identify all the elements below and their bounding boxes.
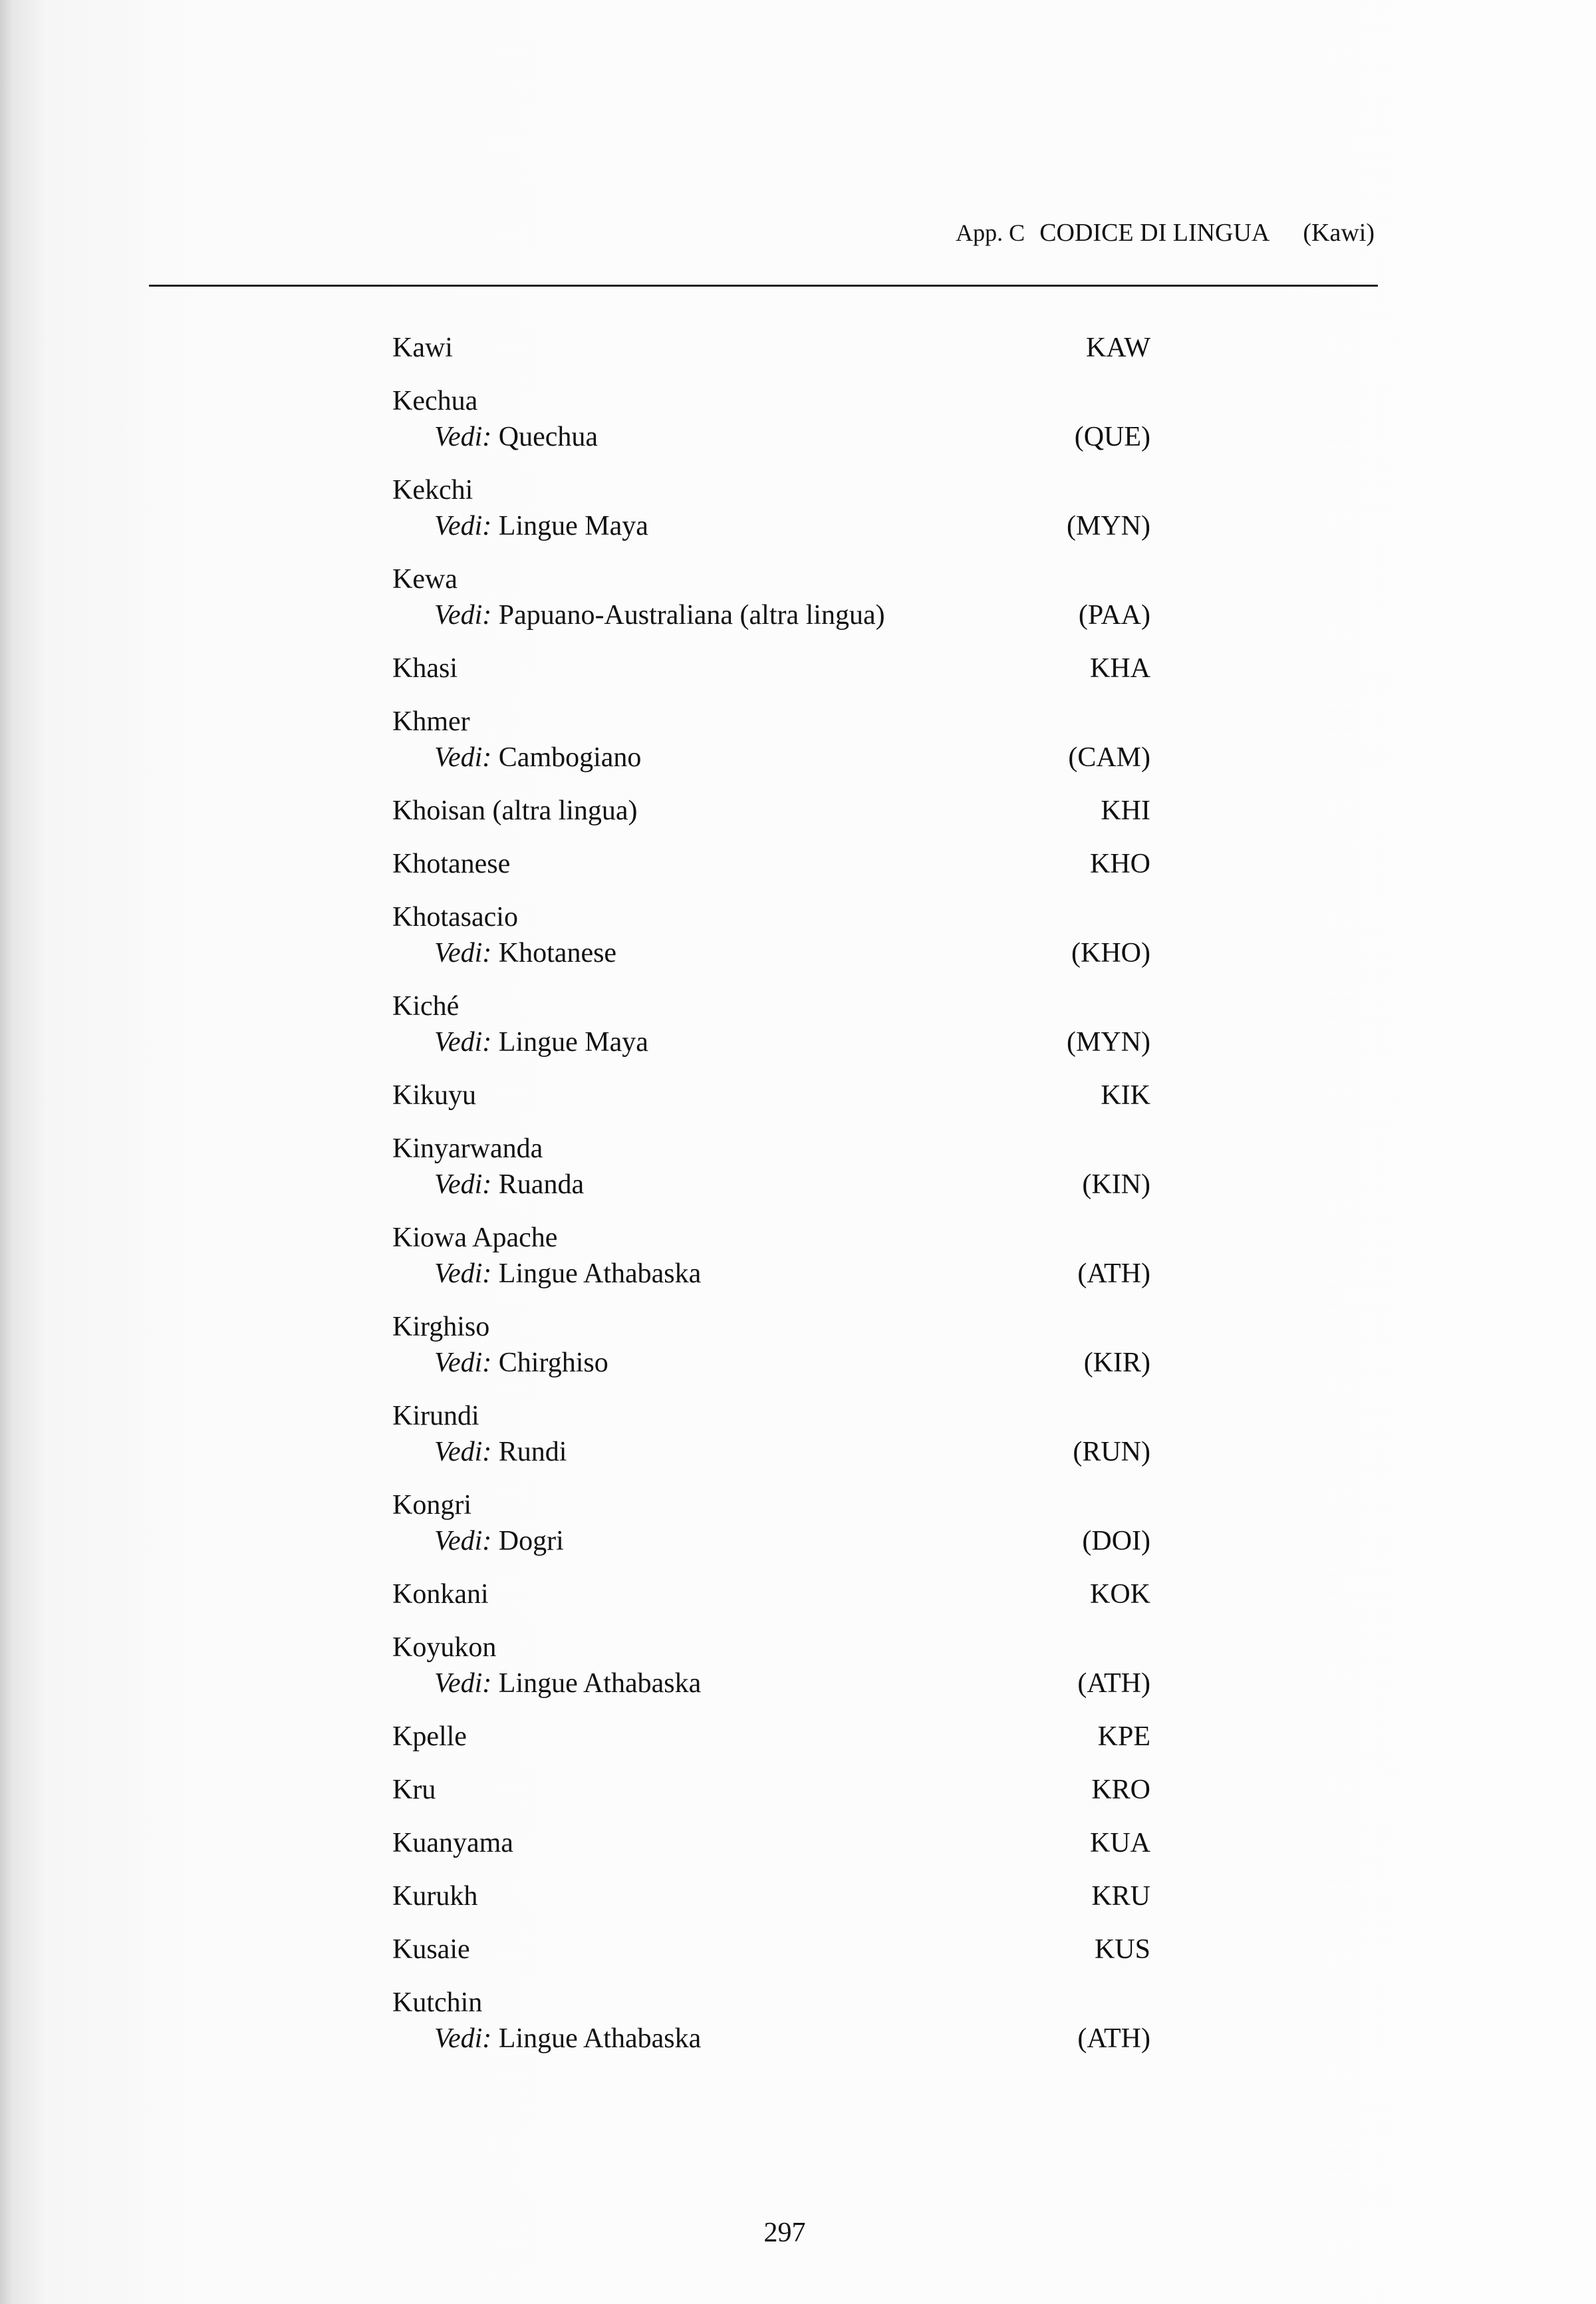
see-reference (434, 508, 648, 544)
see-reference (434, 1523, 564, 1559)
see-label: Vedi: (434, 1668, 492, 1699)
see-reference (434, 935, 616, 971)
entry-line (392, 899, 1150, 935)
language-name: Kusaie (392, 1934, 470, 1965)
language-name: Kewa (392, 564, 458, 595)
see-reference-line (392, 1434, 1150, 1470)
list-item (392, 472, 1150, 544)
see-target: Papuano-Australiana (altra lingua) (498, 600, 885, 631)
list-item (392, 1398, 1150, 1470)
see-label: Vedi: (434, 742, 492, 773)
language-code: KOK (1090, 1579, 1150, 1610)
see-label: Vedi: (434, 1348, 492, 1378)
language-name: Khotanese (392, 849, 511, 879)
list-item (392, 1576, 1150, 1612)
language-name: Khotasacio (392, 902, 518, 933)
language-code: (KIN) (1082, 1169, 1150, 1200)
language-code: (QUE) (1074, 422, 1150, 452)
list-item (392, 793, 1150, 829)
language-code: (RUN) (1073, 1437, 1150, 1467)
language-code: (ATH) (1077, 1258, 1150, 1289)
language-code: KIK (1101, 1080, 1150, 1111)
see-reference-line (392, 1345, 1150, 1381)
see-label: Vedi: (434, 1027, 492, 1058)
language-name: Kinyarwanda (392, 1133, 543, 1164)
see-label: Vedi: (434, 2023, 492, 2054)
see-target: Lingue Athabaska (498, 1258, 702, 1289)
language-code: KHO (1090, 849, 1150, 879)
see-target: Lingue Athabaska (498, 1668, 702, 1699)
see-label: Vedi: (434, 1526, 492, 1556)
see-reference-line (392, 1167, 1150, 1203)
language-name: Kiché (392, 991, 460, 1022)
see-target: Lingue Athabaska (498, 2023, 702, 2054)
entry-line (392, 1719, 1150, 1755)
list-item (392, 1630, 1150, 1701)
language-code: (MYN) (1067, 511, 1150, 541)
see-label: Vedi: (434, 422, 492, 452)
see-target: Dogri (498, 1526, 564, 1556)
entry-line (392, 1131, 1150, 1167)
language-code: KRU (1091, 1881, 1150, 1912)
language-code: KUS (1094, 1934, 1150, 1965)
language-name: Kurukh (392, 1881, 478, 1912)
list-item (392, 899, 1150, 971)
language-code: KHA (1090, 653, 1150, 684)
language-name: Konkani (392, 1579, 489, 1610)
see-target: Cambogiano (498, 742, 642, 773)
see-reference (434, 419, 598, 455)
see-reference (434, 597, 885, 633)
language-code: KUA (1090, 1828, 1150, 1858)
entry-line (392, 1630, 1150, 1665)
list-item (392, 1985, 1150, 2057)
list-item (392, 988, 1150, 1060)
see-label: Vedi: (434, 511, 492, 541)
see-reference (434, 1256, 701, 1292)
language-name: Khoisan (altra lingua) (392, 795, 638, 826)
see-reference (434, 1024, 648, 1060)
see-reference-line (392, 508, 1150, 544)
see-target: Ruanda (498, 1169, 585, 1200)
header-section: App. C (956, 219, 1025, 246)
running-header (956, 218, 1375, 247)
language-code-list (392, 330, 1150, 2074)
see-label: Vedi: (434, 600, 492, 631)
language-code: (KIR) (1083, 1348, 1150, 1378)
see-reference-line (392, 1523, 1150, 1559)
language-code: (ATH) (1077, 1668, 1150, 1699)
language-code: (ATH) (1077, 2023, 1150, 2054)
see-reference-line (392, 419, 1150, 455)
entry-line (392, 1078, 1150, 1113)
see-target: Quechua (498, 422, 598, 452)
see-reference-line (392, 935, 1150, 971)
list-item (392, 1772, 1150, 1808)
entry-line (392, 846, 1150, 882)
see-reference (434, 1665, 701, 1701)
entry-line (392, 1772, 1150, 1808)
language-name: Kirundi (392, 1401, 479, 1431)
list-item (392, 1932, 1150, 1967)
see-reference (434, 1434, 567, 1470)
language-code: (PAA) (1078, 600, 1150, 631)
header-title: CODICE DI LINGUA (1039, 219, 1270, 247)
entry-line (392, 704, 1150, 740)
entry-line (392, 1932, 1150, 1967)
see-reference (434, 2021, 701, 2057)
see-target: Lingue Maya (498, 511, 648, 541)
language-name: Kikuyu (392, 1080, 476, 1111)
entry-line (392, 1220, 1150, 1256)
see-label: Vedi: (434, 1169, 492, 1200)
page-number: 297 (763, 2218, 806, 2248)
language-name: Khmer (392, 706, 470, 737)
language-name: Khasi (392, 653, 458, 684)
list-item (392, 1878, 1150, 1914)
language-code: KAW (1086, 333, 1150, 363)
see-reference-line (392, 740, 1150, 776)
see-label: Vedi: (434, 938, 492, 968)
language-name: Kawi (392, 333, 453, 363)
language-name: Kekchi (392, 475, 473, 505)
language-name: Kongri (392, 1490, 471, 1520)
language-name: Kirghiso (392, 1312, 490, 1342)
see-reference-line (392, 2021, 1150, 2057)
entry-line (392, 472, 1150, 508)
language-code: KPE (1097, 1721, 1150, 1752)
see-reference (434, 740, 641, 776)
entry-line (392, 1985, 1150, 2021)
entry-line (392, 330, 1150, 366)
language-code: (MYN) (1067, 1027, 1150, 1058)
see-reference-line (392, 1024, 1150, 1060)
list-item (392, 704, 1150, 776)
see-target: Lingue Maya (498, 1027, 648, 1058)
list-item (392, 561, 1150, 633)
language-name: Koyukon (392, 1632, 497, 1663)
list-item (392, 1487, 1150, 1559)
see-target: Chirghiso (498, 1348, 608, 1378)
language-code: (DOI) (1082, 1526, 1150, 1556)
language-name: Kru (392, 1775, 436, 1805)
see-reference-line (392, 597, 1150, 633)
entry-line (392, 1576, 1150, 1612)
entry-line (392, 1398, 1150, 1434)
list-item (392, 383, 1150, 455)
language-name: Kechua (392, 386, 478, 416)
entry-line (392, 1825, 1150, 1861)
list-item (392, 1078, 1150, 1113)
language-code: (CAM) (1068, 742, 1150, 773)
language-code: (KHO) (1071, 938, 1150, 968)
language-name: Kpelle (392, 1721, 467, 1752)
header-rule (149, 285, 1378, 287)
language-code: KRO (1091, 1775, 1150, 1805)
list-item (392, 1131, 1150, 1203)
see-label: Vedi: (434, 1258, 492, 1289)
see-target: Rundi (498, 1437, 567, 1467)
entry-line (392, 793, 1150, 829)
language-name: Kutchin (392, 1987, 483, 2018)
entry-line (392, 561, 1150, 597)
entry-line (392, 1309, 1150, 1345)
entry-line (392, 650, 1150, 686)
entry-line (392, 988, 1150, 1024)
list-item (392, 1719, 1150, 1755)
entry-line (392, 1487, 1150, 1523)
language-name: Kiowa Apache (392, 1223, 558, 1253)
see-target: Khotanese (498, 938, 617, 968)
see-reference (434, 1345, 608, 1381)
language-name: Kuanyama (392, 1828, 513, 1858)
entry-line (392, 1878, 1150, 1914)
entry-line (392, 383, 1150, 419)
list-item (392, 1220, 1150, 1292)
list-item (392, 330, 1150, 366)
list-item (392, 846, 1150, 882)
list-item (392, 1309, 1150, 1381)
see-reference-line (392, 1256, 1150, 1292)
list-item (392, 650, 1150, 686)
see-label: Vedi: (434, 1437, 492, 1467)
language-code: KHI (1101, 795, 1150, 826)
list-item (392, 1825, 1150, 1861)
see-reference-line (392, 1665, 1150, 1701)
header-range: (Kawi) (1303, 219, 1375, 247)
see-reference (434, 1167, 584, 1203)
